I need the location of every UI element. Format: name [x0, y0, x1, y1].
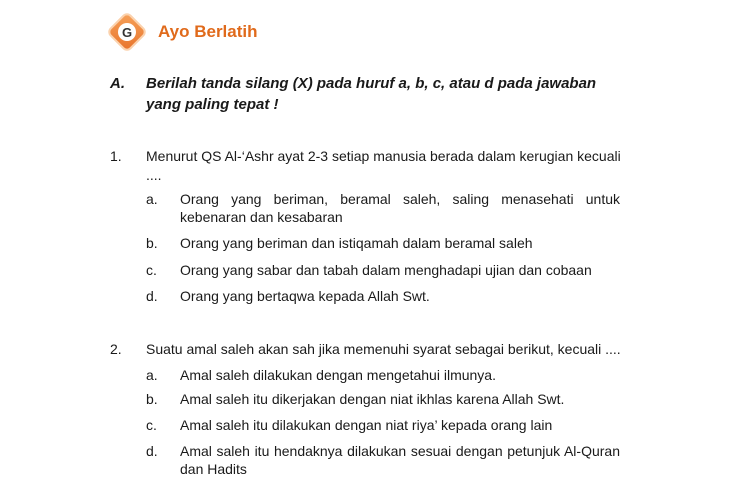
question-number: 2. — [110, 341, 122, 357]
question-number: 1. — [110, 148, 122, 164]
q1-option-a[interactable] — [146, 190, 620, 226]
section-badge-icon — [109, 14, 146, 51]
section-header — [108, 14, 258, 50]
option-letter: b. — [146, 391, 158, 407]
option-text: Amal saleh itu dilakukan dengan niat riya’ kepada orang lain — [180, 417, 553, 433]
q2-option-b[interactable] — [146, 390, 620, 408]
badge-letter: G — [118, 23, 136, 41]
question-2 — [110, 340, 630, 359]
q1-option-d[interactable] — [146, 287, 620, 305]
option-text: Amal saleh itu dikerjakan dengan niat ikhlas karena Allah Swt. — [180, 391, 565, 407]
q1-option-c[interactable] — [146, 261, 620, 279]
q1-option-b[interactable] — [146, 234, 620, 252]
option-letter: c. — [146, 262, 157, 278]
option-text: Orang yang sabar dan tabah dalam menghadapi ujian dan cobaan — [180, 262, 592, 278]
instruction-text: Berilah tanda silang (X) pada huruf a, b, c, atau d pada jawaban yang paling tepat ! — [146, 75, 597, 113]
page-title: Ayo Berlatih — [158, 22, 258, 41]
section-instruction — [110, 73, 630, 115]
option-text: Orang yang beriman, beramal saleh, saling menasehati untuk kebenaran dan kesabaran — [180, 191, 620, 225]
option-text: Amal saleh dilakukan dengan mengetahui ilmunya. — [180, 367, 496, 383]
section-letter: A. — [110, 75, 125, 92]
q2-option-d[interactable] — [146, 442, 620, 478]
question-text: Suatu amal saleh akan sah jika memenuhi syarat sebagai berikut, kecuali .... — [146, 341, 621, 357]
question-text: Menurut QS Al-‘Ashr ayat 2-3 setiap manusia berada dalam kerugian kecuali .... — [146, 148, 621, 183]
q2-option-a[interactable] — [146, 366, 620, 384]
q2-option-c[interactable] — [146, 416, 620, 434]
option-text: Orang yang bertaqwa kepada Allah Swt. — [180, 288, 430, 304]
option-letter: a. — [146, 191, 158, 207]
option-text: Orang yang beriman dan istiqamah dalam beramal saleh — [180, 235, 533, 251]
option-letter: b. — [146, 235, 158, 251]
option-text: Amal saleh itu hendaknya dilakukan sesuai dengan petunjuk Al-Quran dan Hadits — [180, 443, 620, 477]
question-1 — [110, 147, 630, 185]
option-letter: a. — [146, 367, 158, 383]
option-letter: c. — [146, 417, 157, 433]
option-letter: d. — [146, 443, 158, 459]
option-letter: d. — [146, 288, 158, 304]
